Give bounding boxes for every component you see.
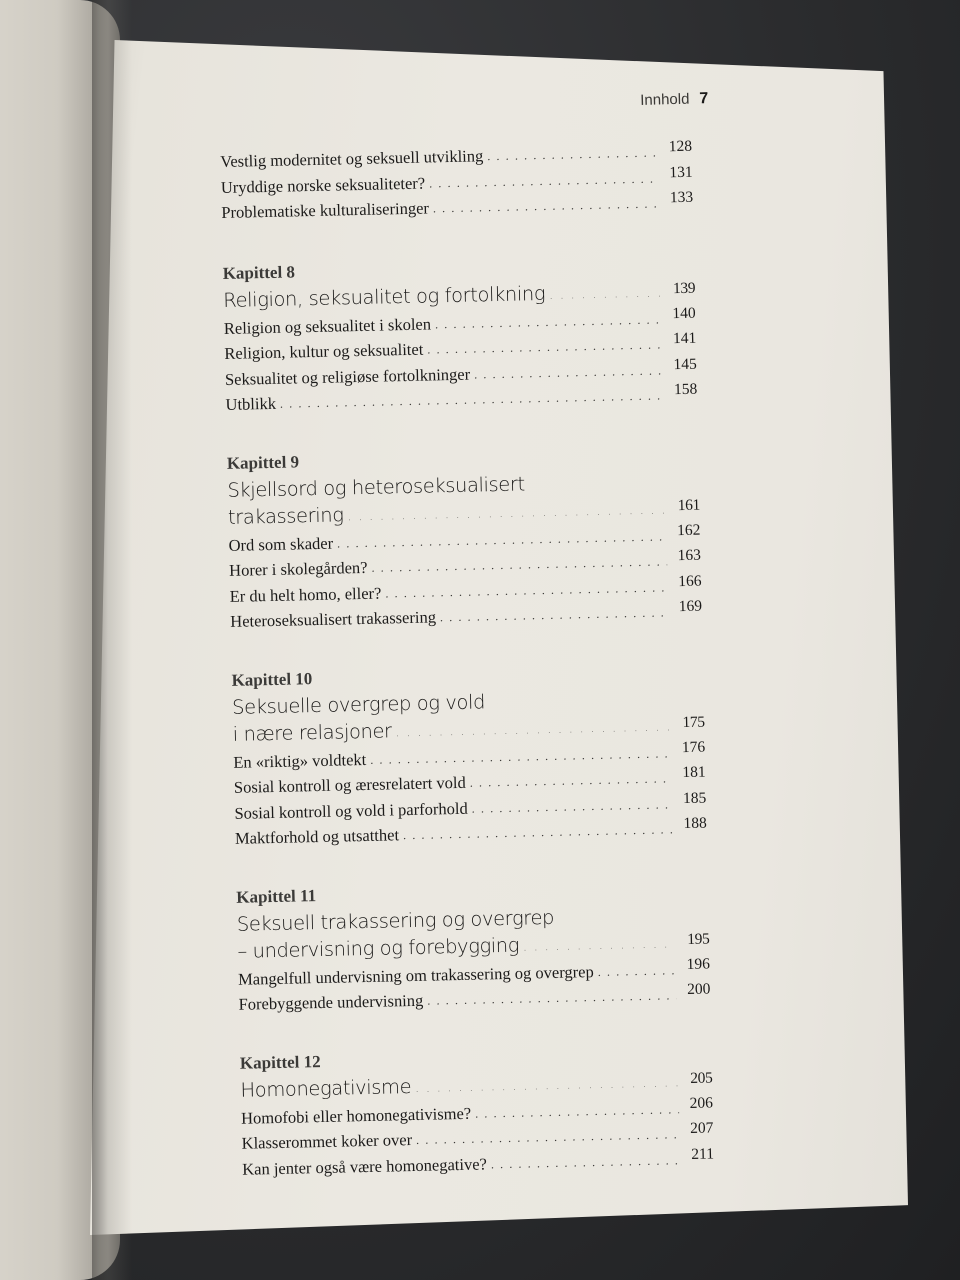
toc-entry-label: Homofobi eller homonegativisme? <box>240 1103 472 1128</box>
toc-leader-dots <box>549 279 662 308</box>
toc-entry-label: Utblikk <box>225 393 277 414</box>
chapter-title-page: 205 <box>690 1068 713 1087</box>
toc-entry-page: 158 <box>673 380 698 399</box>
toc-entry-label: Sosial kontroll og vold i parforhold <box>234 798 468 823</box>
toc-leader-dots <box>491 1149 681 1177</box>
toc-entry-page: 211 <box>691 1144 715 1163</box>
toc-entry-label: Religion og seksualitet i skolen <box>223 313 432 338</box>
toc-chapter <box>227 442 703 635</box>
toc-leader-dots <box>427 984 677 1013</box>
toc-entry-page: 162 <box>676 521 701 539</box>
chapter-number: Kapittel 10 <box>231 668 313 690</box>
toc-entry-label: Sosial kontroll og æresrelatert vold <box>233 772 466 797</box>
toc-entry-label: Mangelfull undervisning om trakassering og overgrep <box>237 961 594 989</box>
chapter-title-text: Seksuelle overgrep og vold <box>231 689 486 719</box>
toc-entry-page: 166 <box>678 572 702 590</box>
toc-leader-dots <box>433 192 660 220</box>
toc-leader-dots <box>403 818 673 847</box>
chapter-title <box>232 683 705 750</box>
toc-intro-section <box>220 137 694 227</box>
toc-entry-page: 181 <box>682 763 706 782</box>
toc-entry-label: Problematiske kulturaliseringer <box>221 198 430 222</box>
running-header-page-number: 7 <box>699 90 709 108</box>
running-header <box>640 90 709 110</box>
toc-leader-dots <box>471 793 672 821</box>
toc-entry-page: 185 <box>682 789 707 807</box>
toc-entry-label: Seksualitet og religiøse fortolkninger <box>224 364 471 389</box>
toc-entry-page: 128 <box>668 137 693 156</box>
chapter-title-text: Skjellsord og heteroseksualisert <box>227 471 525 502</box>
toc-entry-page: 196 <box>686 955 711 973</box>
toc-leader-dots <box>429 167 659 196</box>
toc-chapter <box>222 252 697 418</box>
toc-leader-dots <box>440 601 669 629</box>
toc-leader-dots <box>475 1098 679 1126</box>
chapter-title-text: Homonegativisme <box>240 1074 412 1102</box>
toc-entry-label: Horer i skolegården? <box>228 557 368 580</box>
toc-chapters <box>222 252 714 1183</box>
chapter-number: Kapittel 8 <box>222 261 296 283</box>
toc-leader-dots <box>487 141 658 168</box>
toc-entry-label: Uryddige norske seksualiteter? <box>220 173 426 197</box>
toc-entry-page: 131 <box>669 163 693 181</box>
chapter-title-text: – undervisning og forebygging <box>237 933 520 963</box>
chapter-title <box>227 466 700 533</box>
toc-entry-page: 141 <box>672 329 697 348</box>
toc-entry-label: Kan jenter også være homonegative? <box>242 1153 488 1179</box>
toc-chapter <box>236 876 711 1018</box>
toc-entry-label: Religion, kultur og seksualitet <box>224 339 424 363</box>
toc-chapter <box>240 1042 715 1183</box>
running-header-section: Innhold <box>640 90 690 109</box>
chapter-title-text: Religion, seksualitet og fortolkning <box>223 281 546 312</box>
table-of-contents <box>220 137 715 1217</box>
toc-entry-page: 200 <box>686 980 711 999</box>
toc-entry-page: 133 <box>669 188 694 207</box>
chapter-title-text: Seksuell trakassering og overgrep <box>236 905 555 936</box>
toc-entry-label: Maktforhold og utsatthet <box>234 825 400 848</box>
toc-entry-label: Er du helt homo, eller? <box>229 583 382 606</box>
chapter-number: Kapittel 12 <box>239 1051 321 1073</box>
toc-entry-page: 145 <box>673 355 697 373</box>
chapter-title-page: 161 <box>677 496 701 514</box>
chapter-title <box>237 900 710 967</box>
toc-entry-label: Vestlig modernitet og seksuell utvikling <box>220 146 484 171</box>
toc-entry-label: Forebyggende undervisning <box>238 990 424 1014</box>
toc-leader-dots <box>474 359 663 387</box>
toc-entry-page: 176 <box>681 738 706 756</box>
chapter-title-text: i nære relasjoner <box>232 718 392 746</box>
chapter-title-page: 139 <box>672 279 696 297</box>
toc-leader-dots <box>523 930 676 960</box>
toc-leader-dots <box>415 1069 679 1102</box>
toc-chapter <box>231 659 707 852</box>
toc-entry-page: 207 <box>690 1119 714 1137</box>
chapter-title-page: 175 <box>682 713 705 731</box>
toc-entry-page: 140 <box>672 304 696 322</box>
toc-leader-dots <box>470 767 673 795</box>
chapter-number: Kapittel 11 <box>236 885 317 907</box>
toc-entry-label: En «riktig» voldtekt <box>233 749 367 772</box>
toc-entry-label: Ord som skader <box>228 533 334 555</box>
chapter-title-page: 195 <box>687 930 710 948</box>
toc-entry-page: 206 <box>689 1093 714 1112</box>
toc-entry-label: Klasserommet koker over <box>241 1130 413 1153</box>
toc-entry-label: Heteroseksualisert trakassering <box>230 607 437 631</box>
toc-entry-page: 188 <box>683 814 707 833</box>
toc-entry-page: 169 <box>678 597 703 616</box>
toc-entry-page: 163 <box>677 546 702 565</box>
toc-leader-dots <box>598 959 677 984</box>
chapter-number: Kapittel 9 <box>226 451 300 473</box>
chapter-title-text: trakassering <box>227 502 344 529</box>
toc-leader-dots <box>435 308 662 336</box>
